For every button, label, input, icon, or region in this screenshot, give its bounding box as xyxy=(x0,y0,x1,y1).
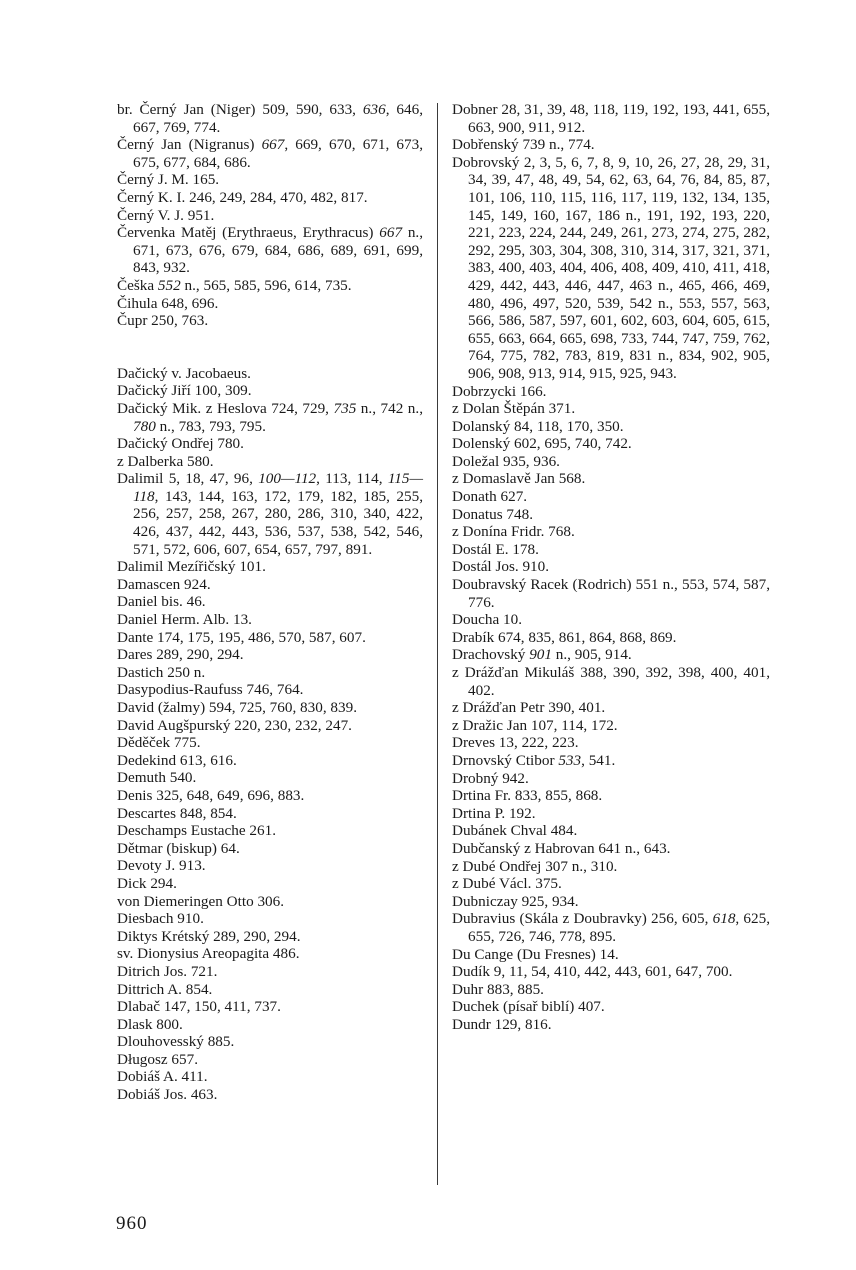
index-entry xyxy=(452,963,770,981)
index-entry xyxy=(452,629,770,647)
entry-text: , 625, 655, 726, 746, 778, 895. xyxy=(468,910,771,945)
entry-page-ref-italic: 667 xyxy=(379,224,403,242)
entry-text: Daniel Herm. Alb. 13. xyxy=(117,611,252,629)
index-entry xyxy=(117,981,423,999)
entry-text: , 143, 144, 163, 172, 179, 182, 185, 255, 256, 257, 258, 267, 280, 286, 310, 340, 422, 426, 437, 442, 443, 536, 537, 538, 542, 546, 571, 572, 606, 607, 654, 657, 797, 891. xyxy=(133,487,423,558)
index-entry xyxy=(452,646,770,664)
entry-text: Dlouhovesský 885. xyxy=(117,1033,235,1051)
index-entry xyxy=(117,576,423,594)
entry-text: z Domaslavě Jan 568. xyxy=(452,470,586,488)
entry-text: n., 565, 585, 596, 614, 735. xyxy=(180,276,352,294)
index-column-right xyxy=(452,101,770,1033)
index-entry xyxy=(117,910,423,928)
index-entry xyxy=(117,101,423,136)
section-gap xyxy=(117,330,423,365)
index-entry xyxy=(117,664,423,682)
index-entry xyxy=(452,1016,770,1034)
index-entry xyxy=(452,734,770,752)
index-entry xyxy=(117,857,423,875)
entry-text: Denis 325, 648, 649, 696, 883. xyxy=(117,786,305,804)
index-entry xyxy=(452,101,770,136)
index-entry xyxy=(452,400,770,418)
index-entry xyxy=(117,435,423,453)
index-entry xyxy=(452,840,770,858)
entry-text: sv. Dionysius Areopagita 486. xyxy=(117,945,300,963)
entry-text: Dlabač 147, 150, 411, 737. xyxy=(117,998,281,1016)
index-entry xyxy=(117,769,423,787)
index-entry xyxy=(452,787,770,805)
index-entry xyxy=(452,576,770,611)
entry-text: z Donína Fridr. 768. xyxy=(452,523,575,541)
entry-text: Dostál Jos. 910. xyxy=(452,558,550,576)
entry-text: Dittrich A. 854. xyxy=(117,980,213,998)
entry-text: Dostál E. 178. xyxy=(452,540,539,558)
entry-text: z Drážďan Mikuláš 388, 390, 392, 398, 400, 401, 402. xyxy=(452,664,770,699)
index-entry xyxy=(117,963,423,981)
entry-text: Dubniczay 925, 934. xyxy=(452,892,579,910)
entry-text: Dobrovský 2, 3, 5, 6, 7, 8, 9, 10, 26, 27, 28, 29, 31, 34, 39, 47, 48, 49, 54, 62, 63, 64, 76, 84, 85, 87, 101, 106, 110, 115, 116, 117, 119, 132, 134, 135, 145, 149, 160, 167, 186 n., 191, 192, 193, 220, 221, 223, 224, 244, 249, 261, 273, 274, 275, 282, 292, 295, 303, 304, 308, 310, 314, 317, 321, 371, 383, 400, 403, 404, 406, 408, 409, 410, 411, 418, 429, 442, 443, 446, 447, 463 n., 465, 466, 469, 480, 496, 497, 520, 539, 542 n., 553, 557, 563, 566, 586, 587, 597, 601, 602, 603, 604, 605, 615, 655, 663, 664, 665, 698, 733, 744, 747, 759, 762, 764, 775, 782, 783, 819, 831 n., 834, 902, 905, 906, 908, 913, 914, 915, 925, 943. xyxy=(452,153,770,382)
entry-text: n., 783, 793, 795. xyxy=(155,417,266,435)
index-entry xyxy=(452,893,770,911)
entry-text: Děděček 775. xyxy=(117,734,201,752)
index-entry xyxy=(452,858,770,876)
entry-text: Doležal 935, 936. xyxy=(452,452,560,470)
index-entry xyxy=(452,805,770,823)
column-divider xyxy=(437,103,438,1185)
entry-text: Diesbach 910. xyxy=(117,910,204,928)
entry-text: Drtina P. 192. xyxy=(452,804,536,822)
index-entry xyxy=(117,207,423,225)
entry-text: Dedekind 613, 616. xyxy=(117,751,237,769)
entry-page-ref-italic: 618 xyxy=(712,910,736,928)
entry-text: n., 905, 914. xyxy=(551,646,632,664)
index-entry xyxy=(452,506,770,524)
index-entry xyxy=(452,154,770,383)
entry-page-ref-italic: 552 xyxy=(157,276,181,294)
index-column-left xyxy=(117,101,423,1104)
index-entry xyxy=(117,470,423,558)
index-entry xyxy=(452,523,770,541)
entry-text: Diktys Krétský 289, 290, 294. xyxy=(117,927,301,945)
entry-text: Ditrich Jos. 721. xyxy=(117,962,218,980)
index-entry xyxy=(117,840,423,858)
entry-text: Dreves 13, 222, 223. xyxy=(452,734,579,752)
index-entry xyxy=(117,1051,423,1069)
entry-text: Doubravský Racek (Rodrich) 551 n., 553, 574, 587, 776. xyxy=(452,576,770,611)
index-entry xyxy=(117,224,423,277)
entry-text: z Dalberka 580. xyxy=(117,452,214,470)
entry-text: Čupr 250, 763. xyxy=(117,312,209,330)
page-number: 960 xyxy=(116,1213,148,1234)
entry-text: Descartes 848, 854. xyxy=(117,804,237,822)
index-entry xyxy=(452,470,770,488)
index-entry xyxy=(117,998,423,1016)
entry-page-ref-italic: 533 xyxy=(558,751,582,769)
index-entry xyxy=(117,752,423,770)
index-entry xyxy=(117,699,423,717)
entry-text: Černý V. J. 951. xyxy=(117,206,215,224)
entry-text: Dobřenský 739 n., 774. xyxy=(452,136,595,154)
entry-text: Drnovský Ctibor xyxy=(452,751,559,769)
index-entry xyxy=(117,717,423,735)
index-entry xyxy=(117,453,423,471)
index-entry xyxy=(117,277,423,295)
index-entry xyxy=(117,1033,423,1051)
index-entry xyxy=(117,805,423,823)
entry-text: Dačický v. Jacobaeus. xyxy=(117,364,251,382)
index-entry xyxy=(117,646,423,664)
entry-page-ref-italic: 115—118 xyxy=(133,470,423,505)
entry-text: z Drážďan Petr 390, 401. xyxy=(452,699,606,717)
entry-text: Drobný 942. xyxy=(452,769,529,787)
index-entry xyxy=(452,770,770,788)
entry-text: n., 742 n., xyxy=(356,399,423,417)
entry-text: Duhr 883, 885. xyxy=(452,980,544,998)
entry-text: Dubánek Chval 484. xyxy=(452,822,578,840)
entry-text: Demuth 540. xyxy=(117,769,197,787)
entry-text: Češka xyxy=(117,276,158,294)
entry-text: Dačický Ondřej 780. xyxy=(117,435,244,453)
entry-text: br. Černý Jan (Niger) 509, 590, 633, xyxy=(117,101,363,118)
index-entry xyxy=(452,822,770,840)
index-entry xyxy=(117,593,423,611)
entry-text: Donatus 748. xyxy=(452,505,533,523)
index-entry xyxy=(117,945,423,963)
entry-text: Dasypodius-Raufuss 746, 764. xyxy=(117,681,304,699)
entry-text: , 669, 670, 671, 673, 675, 677, 684, 686. xyxy=(133,136,423,171)
index-entry xyxy=(117,558,423,576)
index-entry xyxy=(117,1068,423,1086)
entry-page-ref-italic: 780 xyxy=(133,417,156,435)
entry-text: z Dražic Jan 107, 114, 172. xyxy=(452,716,618,734)
entry-text: Dolanský 84, 118, 170, 350. xyxy=(452,417,624,435)
entry-text: , 113, 114, xyxy=(316,470,388,488)
index-entry xyxy=(452,752,770,770)
entry-page-ref-italic: 636 xyxy=(362,101,386,118)
index-entry xyxy=(117,400,423,435)
entry-text: Damascen 924. xyxy=(117,575,211,593)
entry-text: Dobiáš Jos. 463. xyxy=(117,1086,218,1104)
index-entry xyxy=(452,875,770,893)
entry-page-ref-italic: 735 xyxy=(333,399,357,417)
index-entry xyxy=(452,946,770,964)
entry-text: Drtina Fr. 833, 855, 868. xyxy=(452,787,603,805)
index-entry xyxy=(117,893,423,911)
entry-text: Dubčanský z Habrovan 641 n., 643. xyxy=(452,839,671,857)
index-entry xyxy=(117,312,423,330)
index-entry xyxy=(117,611,423,629)
index-entry xyxy=(452,383,770,401)
entry-text: Červenka Matěj (Erythraeus, Erythracus) xyxy=(117,224,380,242)
entry-text: Dobrzycki 166. xyxy=(452,382,547,400)
index-entry xyxy=(452,435,770,453)
index-entry xyxy=(117,1086,423,1104)
entry-text: Du Cange (Du Fresnes) 14. xyxy=(452,945,619,963)
entry-text: Dalimil 5, 18, 47, 96, xyxy=(117,470,259,488)
entry-text: , 646, 667, 769, 774. xyxy=(133,101,424,136)
index-entry xyxy=(452,558,770,576)
index-entry xyxy=(117,295,423,313)
entry-text: Dick 294. xyxy=(117,874,177,892)
entry-text: Dobner 28, 31, 39, 48, 118, 119, 192, 193, 441, 655, 663, 900, 911, 912. xyxy=(452,101,770,136)
entry-text: Dačický Jiří 100, 309. xyxy=(117,382,252,400)
index-entry xyxy=(117,734,423,752)
entry-text: Drabík 674, 835, 861, 864, 868, 869. xyxy=(452,628,677,646)
index-entry xyxy=(452,910,770,945)
entry-text: Černý Jan (Nigranus) xyxy=(117,136,262,154)
entry-text: Dastich 250 n. xyxy=(117,663,206,681)
entry-text: Daniel bis. 46. xyxy=(117,593,206,611)
index-entry xyxy=(452,611,770,629)
entry-text: Dudík 9, 11, 54, 410, 442, 443, 601, 647, 700. xyxy=(452,963,733,981)
entry-text: Donath 627. xyxy=(452,488,528,506)
index-entry xyxy=(452,998,770,1016)
entry-text: Čihula 648, 696. xyxy=(117,294,219,312)
entry-text: Dlask 800. xyxy=(117,1015,183,1033)
entry-text: Dobiáš A. 411. xyxy=(117,1068,208,1086)
index-entry xyxy=(452,664,770,699)
entry-text: von Diemeringen Otto 306. xyxy=(117,892,285,910)
index-entry xyxy=(117,629,423,647)
entry-text: Dubravius (Skála z Doubravky) 256, 605, xyxy=(452,910,713,928)
index-entry xyxy=(117,875,423,893)
entry-text: Dačický Mik. z Heslova 724, 729, xyxy=(117,399,334,417)
index-entry xyxy=(117,1016,423,1034)
entry-text: , 541. xyxy=(581,751,616,769)
index-entry xyxy=(452,717,770,735)
index-entry xyxy=(452,453,770,471)
index-entry xyxy=(452,418,770,436)
entry-text: Dolenský 602, 695, 740, 742. xyxy=(452,435,632,453)
entry-text: Drachovský xyxy=(452,646,530,664)
entry-text: Devoty J. 913. xyxy=(117,857,206,875)
entry-text: Dares 289, 290, 294. xyxy=(117,646,244,664)
entry-text: z Dubé Ondřej 307 n., 310. xyxy=(452,857,618,875)
index-entry xyxy=(452,699,770,717)
index-entry xyxy=(117,928,423,946)
entry-text: David (žalmy) 594, 725, 760, 830, 839. xyxy=(117,699,358,716)
entry-text: Dalimil Mezířičský 101. xyxy=(117,558,266,576)
index-entry xyxy=(117,365,423,383)
entry-text: Długosz 657. xyxy=(117,1050,198,1068)
entry-text: Dětmar (biskup) 64. xyxy=(117,839,240,857)
index-entry xyxy=(117,189,423,207)
entry-text: n., 671, 673, 676, 679, 684, 686, 689, 691, 699, 843, 932. xyxy=(133,224,424,277)
entry-text: z Dolan Štěpán 371. xyxy=(452,400,576,418)
index-entry xyxy=(117,171,423,189)
entry-text: Doucha 10. xyxy=(452,611,523,629)
entry-text: Dante 174, 175, 195, 486, 570, 587, 607. xyxy=(117,628,366,646)
entry-text: Černý K. I. 246, 249, 284, 470, 482, 817. xyxy=(117,188,368,206)
index-entry xyxy=(452,136,770,154)
index-entry xyxy=(452,981,770,999)
entry-text: Deschamps Eustache 261. xyxy=(117,822,277,840)
index-entry xyxy=(117,681,423,699)
index-entry xyxy=(117,822,423,840)
index-entry xyxy=(117,787,423,805)
index-entry xyxy=(117,382,423,400)
entry-text: Dundr 129, 816. xyxy=(452,1015,552,1033)
entry-text: Černý J. M. 165. xyxy=(117,171,220,189)
index-entry xyxy=(117,136,423,171)
entry-text: David Augšpurský 220, 230, 232, 247. xyxy=(117,716,352,734)
entry-page-ref-italic: 100—112 xyxy=(258,470,317,488)
index-entry xyxy=(452,541,770,559)
index-entry xyxy=(452,488,770,506)
entry-text: z Dubé Václ. 375. xyxy=(452,875,562,893)
entry-text: Duchek (písař biblí) 407. xyxy=(452,998,605,1016)
entry-page-ref-italic: 901 xyxy=(529,646,552,664)
entry-page-ref-italic: 667 xyxy=(261,136,285,154)
